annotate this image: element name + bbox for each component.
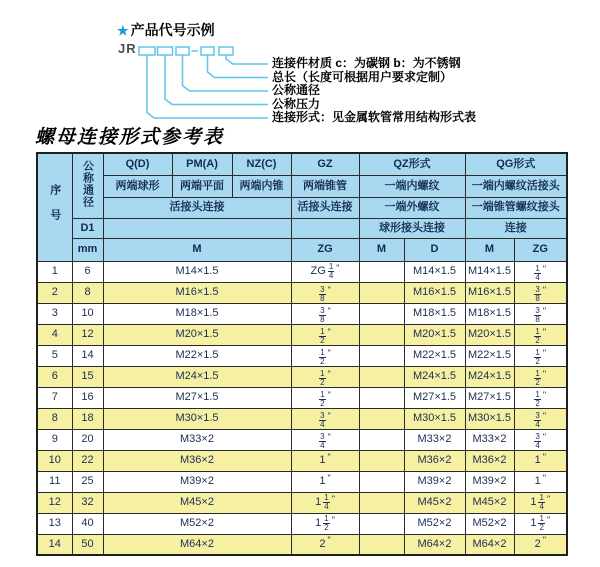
cell-qg-zg: $\frac{1}{2}$ " xyxy=(514,345,567,366)
cell-seq: 8 xyxy=(37,408,72,429)
cell-m: M45×2 xyxy=(103,492,291,513)
header-taper-thread-qg: 一端锥管螺纹接头 xyxy=(465,197,567,218)
cell-dn: 32 xyxy=(72,492,103,513)
cell-qg-zg: 1 " xyxy=(514,471,567,492)
cell-qg-m: M16×1.5 xyxy=(465,282,514,303)
cell-qz-d: M22×1.5 xyxy=(404,345,465,366)
cell-dn: 10 xyxy=(72,303,103,324)
cell-m: M16×1.5 xyxy=(103,282,291,303)
cell-zg: $\frac{1}{2}$ " xyxy=(291,324,359,345)
cell-zg: $\frac{3}{8}$ " xyxy=(291,303,359,324)
table-row xyxy=(37,429,567,450)
header-mm: mm xyxy=(72,238,103,261)
header-unit-qz-d: D xyxy=(404,238,465,261)
cell-qz-m xyxy=(359,282,404,303)
table-row xyxy=(37,513,567,534)
header-code-pma: PM(A) xyxy=(172,153,232,175)
cell-qz-d: M30×1.5 xyxy=(404,408,465,429)
header-code-gz: GZ xyxy=(291,153,359,175)
cell-seq: 2 xyxy=(37,282,72,303)
cell-qg-m: M30×1.5 xyxy=(465,408,514,429)
cell-m: M52×2 xyxy=(103,513,291,534)
cell-qg-zg: 1 $\frac{1}{2}$ " xyxy=(514,513,567,534)
callout-material: 连接件材质 c：为碳钢 b：为不锈钢 xyxy=(272,56,461,70)
cell-dn: 22 xyxy=(72,450,103,471)
cell-qz-m xyxy=(359,324,404,345)
cell-m: M39×2 xyxy=(103,471,291,492)
header-union-joint: 活接头连接 xyxy=(103,197,291,218)
callout-labels xyxy=(272,57,476,125)
cell-qz-m xyxy=(359,429,404,450)
cell-qg-zg: 1 $\frac{1}{4}$ " xyxy=(514,492,567,513)
cell-zg: $\frac{3}{4}$ " xyxy=(291,408,359,429)
cell-seq: 12 xyxy=(37,492,72,513)
cell-qz-d: M33×2 xyxy=(404,429,465,450)
cell-seq: 6 xyxy=(37,366,72,387)
cell-zg: 1 " xyxy=(291,471,359,492)
header-code-qg: QG形式 xyxy=(465,153,567,175)
table-title: 螺母连接形式参考表 xyxy=(35,126,225,148)
cell-zg: $\frac{3}{4}$ " xyxy=(291,429,359,450)
header-connect-qg: 连接 xyxy=(465,218,567,238)
cell-qz-d: M52×2 xyxy=(404,513,465,534)
cell-m: M27×1.5 xyxy=(103,387,291,408)
header-empty-gz xyxy=(291,218,359,238)
nut-connection-reference-table xyxy=(36,152,568,556)
cell-qz-m xyxy=(359,471,404,492)
cell-qz-d: M18×1.5 xyxy=(404,303,465,324)
cell-qg-m: M27×1.5 xyxy=(465,387,514,408)
table-row xyxy=(37,303,567,324)
cell-qz-d: M45×2 xyxy=(404,492,465,513)
callout-line-1 xyxy=(226,55,268,64)
cell-qz-m xyxy=(359,261,404,282)
header-d1: D1 xyxy=(72,218,103,238)
cell-dn: 8 xyxy=(72,282,103,303)
cell-qg-zg: $\frac{3}{8}$ " xyxy=(514,282,567,303)
header-desc-qg: 一端内螺纹活接头 xyxy=(465,175,567,197)
header-unit-qg-zg: ZG xyxy=(514,238,567,261)
table-row xyxy=(37,471,567,492)
cell-qz-d: M16×1.5 xyxy=(404,282,465,303)
cell-qg-m: M52×2 xyxy=(465,513,514,534)
cell-m: M33×2 xyxy=(103,429,291,450)
table-row xyxy=(37,408,567,429)
cell-qz-m xyxy=(359,450,404,471)
cell-qz-m xyxy=(359,303,404,324)
table-header xyxy=(37,153,567,261)
cell-qg-m: M45×2 xyxy=(465,492,514,513)
cell-zg: 1 $\frac{1}{4}$ " xyxy=(291,492,359,513)
cell-qz-d: M24×1.5 xyxy=(404,366,465,387)
header-unit-qz-m: M xyxy=(359,238,404,261)
cell-m: M24×1.5 xyxy=(103,366,291,387)
cell-qg-m: M39×2 xyxy=(465,471,514,492)
cell-seq: 11 xyxy=(37,471,72,492)
table-row xyxy=(37,282,567,303)
cell-qg-m: M33×2 xyxy=(465,429,514,450)
header-empty-left xyxy=(103,218,291,238)
cell-zg: ZG $\frac{1}{4}$ " xyxy=(291,261,359,282)
table-row xyxy=(37,387,567,408)
cell-dn: 14 xyxy=(72,345,103,366)
code-prefix: JR xyxy=(118,41,137,56)
cell-qg-zg: $\frac{1}{4}$ " xyxy=(514,261,567,282)
header-code-nzc: NZ(C) xyxy=(232,153,291,175)
star-icon: ★ xyxy=(117,23,129,38)
cell-seq: 7 xyxy=(37,387,72,408)
cell-qz-m xyxy=(359,345,404,366)
cell-seq: 14 xyxy=(37,534,72,555)
cell-qz-d: M14×1.5 xyxy=(404,261,465,282)
cell-qz-m xyxy=(359,387,404,408)
callout-line-2 xyxy=(208,55,269,78)
cell-zg: $\frac{1}{2}$ " xyxy=(291,366,359,387)
cell-m: M14×1.5 xyxy=(103,261,291,282)
header-unit-zg: ZG xyxy=(291,238,359,261)
cell-dn: 25 xyxy=(72,471,103,492)
cell-qg-m: M22×1.5 xyxy=(465,345,514,366)
cell-qg-m: M64×2 xyxy=(465,534,514,555)
table-row xyxy=(37,345,567,366)
table-row xyxy=(37,366,567,387)
header-desc-nzc: 两端内锥 xyxy=(232,175,291,197)
code-box-3 xyxy=(176,47,189,55)
code-box-2 xyxy=(158,47,173,55)
cell-qg-zg: 2 " xyxy=(514,534,567,555)
product-code-diagram xyxy=(0,0,600,132)
header-union-joint-gz: 活接头连接 xyxy=(291,197,359,218)
table-row xyxy=(37,534,567,555)
header-code-qz: QZ形式 xyxy=(359,153,465,175)
cell-m: M22×1.5 xyxy=(103,345,291,366)
cell-qg-m: M18×1.5 xyxy=(465,303,514,324)
cell-qg-m: M14×1.5 xyxy=(465,261,514,282)
cell-m: M30×1.5 xyxy=(103,408,291,429)
header-desc-gz: 两端锥管 xyxy=(291,175,359,197)
cell-qg-m: M24×1.5 xyxy=(465,366,514,387)
table-row xyxy=(37,492,567,513)
cell-qz-d: M39×2 xyxy=(404,471,465,492)
cell-m: M64×2 xyxy=(103,534,291,555)
header-desc-qd: 两端球形 xyxy=(103,175,172,197)
cell-zg: $\frac{1}{2}$ " xyxy=(291,387,359,408)
cell-qz-m xyxy=(359,534,404,555)
callout-line-4 xyxy=(165,55,268,105)
cell-qz-d: M20×1.5 xyxy=(404,324,465,345)
cell-zg: $\frac{1}{2}$ " xyxy=(291,345,359,366)
cell-dn: 6 xyxy=(72,261,103,282)
cell-qg-m: M36×2 xyxy=(465,450,514,471)
cell-qg-zg: $\frac{3}{4}$ " xyxy=(514,408,567,429)
cell-m: M20×1.5 xyxy=(103,324,291,345)
cell-dn: 15 xyxy=(72,366,103,387)
callout-nominal-pressure: 公称压力 xyxy=(272,96,321,111)
cell-qz-m xyxy=(359,408,404,429)
cell-zg: 2 " xyxy=(291,534,359,555)
header-unit-m: M xyxy=(103,238,291,261)
cell-qz-m xyxy=(359,366,404,387)
table-row xyxy=(37,450,567,471)
code-box-5 xyxy=(219,47,233,55)
cell-dn: 50 xyxy=(72,534,103,555)
table-row xyxy=(37,324,567,345)
code-box-1 xyxy=(139,47,155,55)
cell-qg-zg: $\frac{1}{2}$ " xyxy=(514,387,567,408)
cell-qz-d: M27×1.5 xyxy=(404,387,465,408)
cell-qg-zg: $\frac{1}{2}$ " xyxy=(514,366,567,387)
cell-zg: $\frac{3}{8}$ " xyxy=(291,282,359,303)
cell-qz-m xyxy=(359,492,404,513)
cell-seq: 4 xyxy=(37,324,72,345)
callout-total-length: 总长（长度可根据用户要求定制） xyxy=(272,69,453,84)
cell-seq: 10 xyxy=(37,450,72,471)
cell-dn: 40 xyxy=(72,513,103,534)
code-box-4 xyxy=(201,47,214,55)
header-code-qd: Q(D) xyxy=(103,153,172,175)
header-ext-thread-qz: 一端外螺纹 xyxy=(359,197,465,218)
cell-qg-zg: $\frac{3}{4}$ " xyxy=(514,429,567,450)
cell-qg-zg: $\frac{1}{2}$ " xyxy=(514,324,567,345)
cell-m: M18×1.5 xyxy=(103,303,291,324)
callout-connection-form: 连接形式：见金属软管常用结构形式表 xyxy=(272,110,477,124)
header-unit-qg-m: M xyxy=(465,238,514,261)
diagram-heading-text: 产品代号示例 xyxy=(130,22,215,38)
diagram-heading xyxy=(117,20,215,40)
cell-qg-m: M20×1.5 xyxy=(465,324,514,345)
cell-dn: 20 xyxy=(72,429,103,450)
header-desc-pma: 两端平面 xyxy=(172,175,232,197)
cell-seq: 9 xyxy=(37,429,72,450)
callout-nominal-diameter: 公称通径 xyxy=(272,83,321,97)
cell-zg: 1 " xyxy=(291,450,359,471)
header-seq: 序号 xyxy=(37,153,72,261)
cell-qz-m xyxy=(359,513,404,534)
cell-dn: 18 xyxy=(72,408,103,429)
table-row xyxy=(37,261,567,282)
table-body xyxy=(37,261,567,555)
header-dn: 公称通径 xyxy=(72,153,103,218)
cell-dn: 12 xyxy=(72,324,103,345)
cell-zg: 1 $\frac{1}{2}$ " xyxy=(291,513,359,534)
header-desc-qz: 一端内螺纹 xyxy=(359,175,465,197)
cell-m: M36×2 xyxy=(103,450,291,471)
cell-qz-d: M36×2 xyxy=(404,450,465,471)
cell-seq: 3 xyxy=(37,303,72,324)
cell-qz-d: M64×2 xyxy=(404,534,465,555)
cell-seq: 5 xyxy=(37,345,72,366)
cell-dn: 16 xyxy=(72,387,103,408)
cell-qg-zg: 1 " xyxy=(514,450,567,471)
header-ball-joint-qz: 球形接头连接 xyxy=(359,218,465,238)
cell-qg-zg: $\frac{3}{8}$ " xyxy=(514,303,567,324)
cell-seq: 1 xyxy=(37,261,72,282)
callout-line-3 xyxy=(183,55,269,91)
cell-seq: 13 xyxy=(37,513,72,534)
